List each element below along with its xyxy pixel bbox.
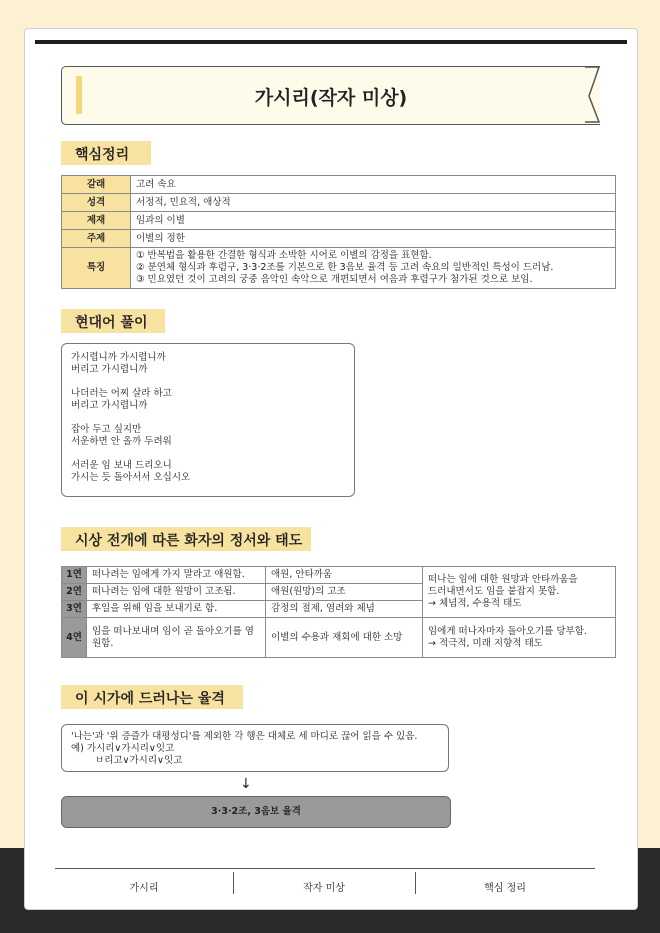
verse-content: 떠나려는 임에게 가지 말라고 애원함. (87, 567, 266, 584)
rhythm-explanation-box (61, 724, 449, 772)
summary-key: 갈래 (62, 176, 131, 194)
title-box (61, 66, 600, 125)
rhythm-result: 3·3·2조, 3음보 율격 (61, 796, 451, 828)
verse-emotion: 애원, 안타까움 (266, 567, 423, 584)
verse-number: 4연 (62, 618, 87, 658)
top-rule (35, 40, 627, 44)
poem-line: 잡아 두고 싶지만 (71, 424, 142, 435)
rhythm-line: ㅂ리고∨가시리∨잇고 (95, 755, 183, 766)
poem-stanza (71, 424, 345, 448)
feature-line: ② 분연체 형식과 후렴구, 3·3·2조를 기본으로 한 3음보 율격 등 고려 속요의 일반적인 특성이 드러남. (136, 262, 554, 273)
verse-number: 3연 (62, 601, 87, 618)
summary-value: 서정적, 민요적, 애상적 (131, 194, 616, 212)
section-rhythm-heading: 이 시가에 드러나는 율격 (61, 685, 243, 709)
verse-content: 후일을 위해 임을 보내기로 함. (87, 601, 266, 618)
verse-content: 임을 떠나보내며 임이 곧 돌아오기를 염원함. (87, 618, 266, 658)
flow-table (61, 566, 616, 658)
summary-features (131, 248, 616, 289)
footer-rule (55, 868, 595, 869)
table-row (62, 212, 616, 230)
verse-attitude: 임에게 떠나자마자 돌아오기를 당부함. → 적극적, 미래 지향적 태도 (423, 618, 616, 658)
poem-line: 버리고 가시렵니까 (71, 400, 148, 411)
poem-line: 버리고 가시렵니까 (71, 364, 148, 375)
verse-emotion: 애원(원망)의 고조 (266, 584, 423, 601)
summary-key: 제재 (62, 212, 131, 230)
summary-table (61, 175, 616, 289)
verse-attitude: 떠나는 임에 대한 원망과 안타까움을 드러내면서도 임을 붙잡지 못함. → 체념적, 수용적 태도 (423, 567, 616, 618)
title-ribbon-end (585, 66, 609, 128)
verse-emotion: 감정의 절제, 염려와 체념 (266, 601, 423, 618)
summary-value: 고려 속요 (131, 176, 616, 194)
table-row (62, 248, 616, 289)
page-sheet (24, 28, 638, 910)
section-modern-heading: 현대어 풀이 (61, 309, 165, 333)
footer-section: 핵심 정리 (484, 883, 526, 894)
poem-line: 가시는 듯 돌아서서 오십시오 (71, 472, 191, 483)
verse-number: 2연 (62, 584, 87, 601)
down-arrow-icon: ↓ (240, 776, 252, 792)
footer-author: 작자 미상 (303, 883, 345, 894)
rhythm-line: '나는'과 '위 증즐가 대평성디'를 제외한 각 행은 대체로 세 마디로 끊어 읽을 수 있음. (71, 731, 418, 742)
poem-line: 가시렵니까 가시렵니까 (71, 352, 166, 363)
poem-line: 서러운 임 보내 드리오니 (71, 460, 172, 471)
page-title: 가시리(작자 미상) (254, 87, 408, 109)
modern-translation-box (61, 343, 355, 497)
rhythm-line: 예) 가시리∨가시리∨잇고 (71, 743, 175, 754)
table-row (62, 230, 616, 248)
summary-value: 임과의 이별 (131, 212, 616, 230)
summary-key: 성격 (62, 194, 131, 212)
summary-value: 이별의 정한 (131, 230, 616, 248)
poem-stanza (71, 460, 345, 484)
verse-emotion: 이별의 수용과 재회에 대한 소망 (266, 618, 423, 658)
feature-line: ③ 민요였던 것이 고려의 궁중 음악인 속악으로 개편되면서 여음과 후렴구가 첨가된 것으로 보임. (136, 274, 533, 285)
poem-stanza (71, 352, 345, 376)
footer-title: 가시리 (129, 883, 159, 894)
poem-stanza (71, 388, 345, 412)
summary-key: 특징 (62, 248, 131, 289)
verse-content: 떠나려는 임에 대한 원망이 고조됨. (87, 584, 266, 601)
section-flow-heading: 시상 전개에 따른 화자의 정서와 태도 (61, 527, 311, 551)
poem-line: 서운하면 안 올까 두려워 (71, 436, 172, 447)
table-row (62, 194, 616, 212)
section-summary-heading: 핵심정리 (61, 141, 151, 165)
table-row (62, 618, 616, 658)
verse-number: 1연 (62, 567, 87, 584)
table-row (62, 567, 616, 584)
table-row (62, 176, 616, 194)
summary-key: 주제 (62, 230, 131, 248)
poem-line: 나더러는 어찌 살라 하고 (71, 388, 172, 399)
feature-line: ① 반복법을 활용한 간결한 형식과 소박한 시어로 이별의 감정을 표현함. (136, 250, 432, 261)
